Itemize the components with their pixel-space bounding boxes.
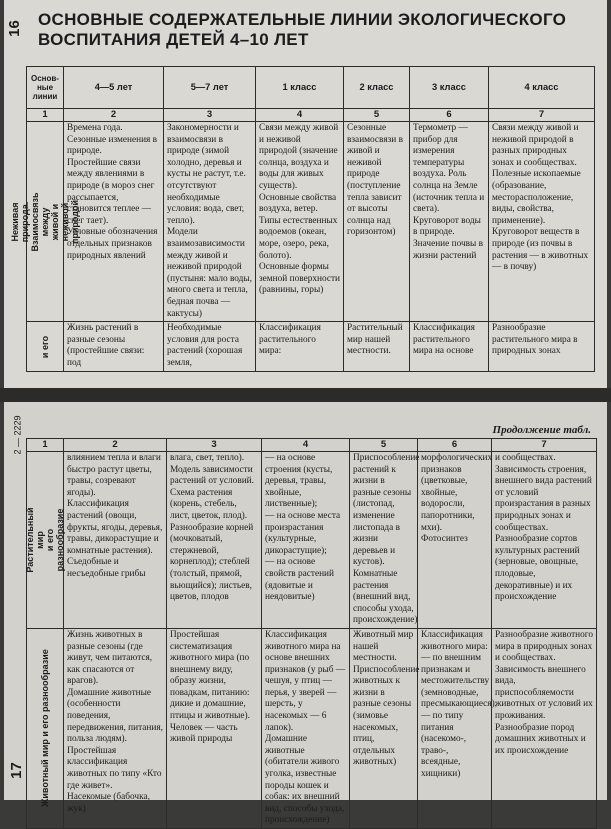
col-number: 1 [27, 109, 64, 122]
column-number-row [27, 439, 597, 452]
book-page-16 [4, 0, 607, 388]
col-number: 3 [164, 109, 256, 122]
table-cell: Сезонные взаимосвязи в живой и неживой природе (поступление тепла зависит от высоты солнца над горизонтом) [344, 122, 410, 322]
col-number: 6 [410, 109, 489, 122]
row-label-plant-world-partial: и его [40, 335, 50, 358]
continuation-label: Продолжение табл. [492, 424, 591, 436]
col-number: 7 [492, 439, 597, 452]
table-row [27, 122, 595, 322]
book-page-17 [4, 402, 607, 826]
header-grade-1: 1 класс [256, 67, 344, 109]
row-label-cell [27, 322, 64, 372]
table-cell: Растительный мир нашей местности. [344, 322, 410, 372]
table-cell: морфологических признаков (цветковые, хвойные, водоросли, папоротники, мхи). Фотосинтез [418, 452, 492, 629]
table-row [27, 628, 597, 828]
table-cell: Приспособление растений к жизни в разные сезоны (листопад, изменение листопада в жизни деревьев и кустов). Комнатные растения (внешний вид, способы ухода, происхождение) [350, 452, 418, 629]
col-number: 4 [262, 439, 350, 452]
col-number: 5 [350, 439, 418, 452]
col-number: 1 [27, 439, 64, 452]
col-number: 4 [256, 109, 344, 122]
table-cell: Классификация растительного мира на основе [410, 322, 489, 372]
table-cell: Жизнь животных в разные сезоны (где живут, чем питаются, как спасаются от врагов). Домашние животные (особенности поведения, передвижения, питания, польза людям). Простейшая классификация животных по типу «Кто где живет». Насекомые (бабочка, жук) [64, 628, 167, 828]
title-line-2: ВОСПИТАНИЯ ДЕТЕЙ 4–10 ЛЕТ [38, 30, 309, 49]
row-label-cell [27, 452, 64, 629]
book-spine-gap [0, 388, 611, 402]
table-cell: Классификация растительного мира: [256, 322, 344, 372]
row-label-cell [10, 122, 80, 322]
ecology-table-bottom [26, 438, 597, 829]
table-row [27, 452, 597, 629]
table-cell: Термометр — прибор для измерения температуры воздуха. Роль солнца на Земле (источник тепла и света). Круговорот воды в природе. Значение почвы в жизни растений [410, 122, 489, 322]
header-age-5-7: 5—7 лет [164, 67, 256, 109]
header-grade-2: 2 класс [344, 67, 410, 109]
print-signature: 2 — 2229 [12, 415, 23, 455]
header-grade-3: 3 класс [410, 67, 489, 109]
column-number-row [27, 109, 595, 122]
page-title [38, 10, 566, 50]
row-label-inanimate-nature: Неживая природа. Взаимосвязь между живой и неживой природой [10, 192, 80, 252]
page-number: 16 [5, 20, 23, 37]
title-line-1: ОСНОВНЫЕ СОДЕРЖАТЕЛЬНЫЕ ЛИНИИ ЭКОЛОГИЧЕСКОГО [38, 10, 567, 29]
table-cell: Времена года. Сезонные изменения в природе. Простейшие связи между явлениями в природе (в мороз снег рассыпается, становится теплее — снег тает). Условные обозначения отдельных признаков природных явлений [64, 122, 164, 322]
table-cell: влиянием тепла и влаги быстро растут цветы, травы, созревают ягоды). Классификация растений (овощи, фрукты, ягоды, деревья, травы, дикорастущие и комнатные растения). Съедобные и несъедобные грибы [64, 452, 167, 629]
header-row [27, 67, 595, 109]
col-number: 5 [344, 109, 410, 122]
table-cell: Жизнь растений в разные сезоны (простейшие связи: под [64, 322, 164, 372]
header-age-4-5: 4—5 лет [64, 67, 164, 109]
table-cell: Связи между живой и неживой природой в разных природных зонах и сообществах. Полезные ископаемые (образование, месторасположение, виды, свойства, применение). Круговорот веществ в природе (из почвы в растения — в животных — в почву) [489, 122, 595, 322]
table-cell: — на основе строения (кусты, деревья, травы, хвойные, лиственные); — на основе места произрастания (культурные, дикорастущие); — на основе свойств растений (ядовитые и неядовитые) [262, 452, 350, 629]
table-cell: Животный мир нашей местности. Приспособление животных к жизни в разные сезоны (зимовье насекомых, птиц, отдельных животных) [350, 628, 418, 828]
table-cell: и сообществах. Зависимость строения, внешнего вида растений от условий произрастания в разных природных зонах и сообществах. Разнообразие сортов культурных растений (зерновые, овощные, плодовые, декоративные) и их происхождение [492, 452, 597, 629]
header-main-lines: Основ- ные линии [27, 67, 64, 109]
col-number: 6 [418, 439, 492, 452]
table-row [27, 322, 595, 372]
table-cell: Разнообразие животного мира в природных зонах и сообществах. Зависимость внешнего вида, приспособляемости животных от условий их проживания. Разнообразие пород домашних животных и их происхождение [492, 628, 597, 828]
table-cell: Классификация животного мира на основе внешних признаков (у рыб — чешуя, у птиц — перья, у зверей — шерсть, у насекомых — 6 лапок). Домашние животные (обитатели живого уголка, известные породы кошек и собак: их внешний вид, способы ухода, происхождение) [262, 628, 350, 828]
table-cell: Связи между живой и неживой природой (значение солнца, воздуха и воды для живых существ). Основные свойства воздуха, ветер. Типы естественных водоемов (океан, море, озеро, река, болото). Основные формы земной поверхности (равнины, горы) [256, 122, 344, 322]
table-cell: Разнообразие растительного мира в природных зонах [489, 322, 595, 372]
table-cell: Необходимые условия для роста растений (хорошая земля, [164, 322, 256, 372]
header-grade-4: 4 класс [489, 67, 595, 109]
ecology-table-top [10, 66, 595, 372]
row-label-plant-world: Растительный мир и его разнообразие [25, 507, 65, 573]
table-cell: влага, свет, тепло). Модель зависимости растений от условий. Схема растения (корень, стебель, лист, цветок, плод). Разнообразие корней (мочковатый, стержневой, корнеплод); стеблей (толстый, прямой, вьющийся); листьев, цветов, плодов [167, 452, 262, 629]
table-cell: Классификация животного мира: — по внешним признакам и местожительству (земноводные, пресмыкающиеся); — по типу питания (насекомо-, траво-, всеядные, хищники) [418, 628, 492, 828]
col-number: 3 [167, 439, 262, 452]
row-label-animal-world: Животный мир и его разнообразие [40, 649, 50, 808]
col-number: 2 [64, 439, 167, 452]
table-cell: Закономерности и взаимосвязи в природе (зимой холодно, деревья и кусты не растут, т.е. отсутствуют необходимые условия: вода, свет, тепло). Модели взаимозависимости между живой и неживой природой (пустыня: мало воды, много света и тепла, бедная почва — кактусы) [164, 122, 256, 322]
table-cell: Простейшая систематизация животного мира (по внешнему виду, образу жизни, повадкам, питанию: дикие и домашние, птицы и животные). Человек — часть живой природы [167, 628, 262, 828]
col-number: 2 [64, 109, 164, 122]
col-number: 7 [489, 109, 595, 122]
page-number: 17 [7, 762, 25, 779]
row-label-cell [27, 628, 64, 828]
